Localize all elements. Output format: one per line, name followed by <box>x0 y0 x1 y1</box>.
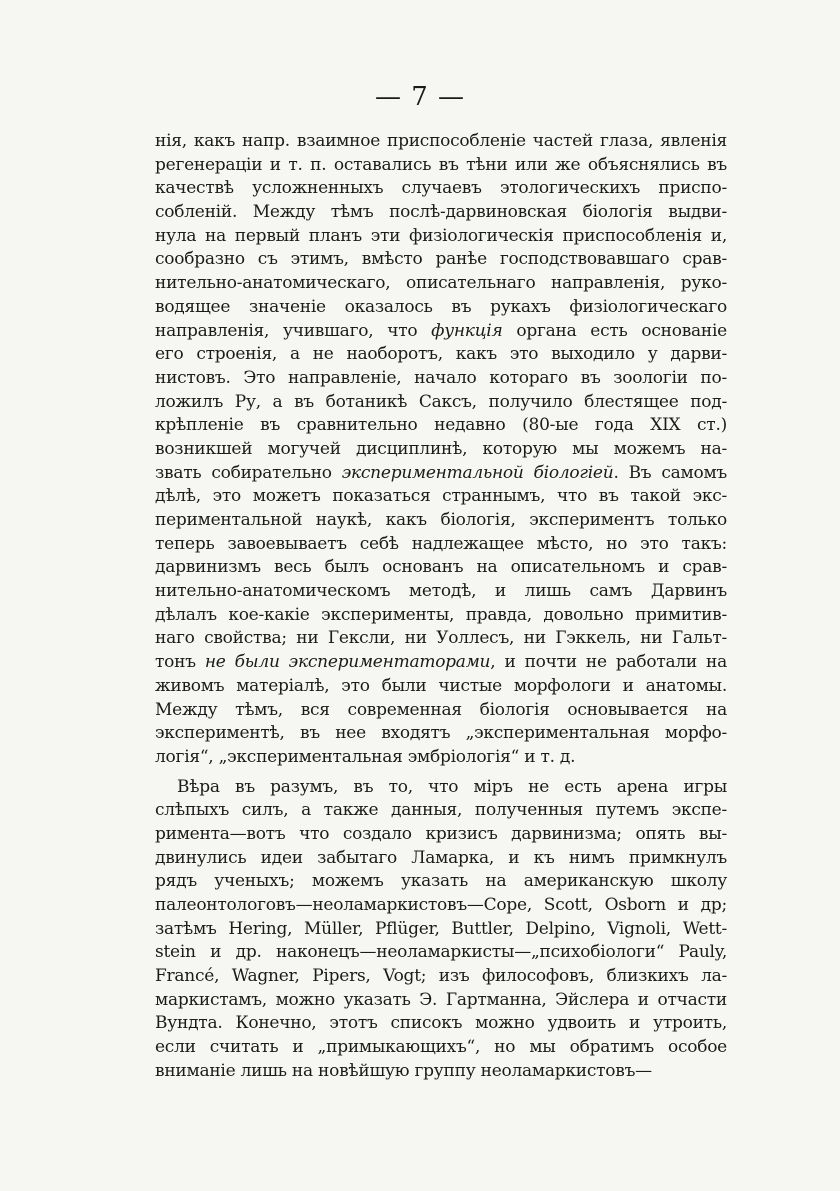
text-run: нула на первый планъ эти физіологическія приспособленія и, <box>155 225 727 246</box>
text-line <box>155 894 727 918</box>
text-run: , и почти не работали на <box>490 652 728 673</box>
text-line <box>155 154 727 178</box>
italic-emphasis: функція <box>431 320 503 341</box>
text-line <box>155 989 727 1013</box>
text-run: нительно-анатомическомъ методѣ, и лишь самъ Дарвинъ <box>155 581 727 602</box>
text-line <box>155 225 727 249</box>
text-line <box>155 918 727 942</box>
text-run: экспериментѣ, въ нее входятъ „экспериментальная морфо- <box>155 723 727 744</box>
text-line <box>155 391 727 415</box>
text-run: дарвинизмъ весь былъ основанъ на описательномъ и срав- <box>155 557 727 578</box>
italic-emphasis: экспериментальной біологіей <box>341 462 614 483</box>
text-run: рядъ ученыхъ; можемъ указать на американскую школу <box>155 871 727 892</box>
text-line <box>155 651 727 675</box>
text-run: периментальной наукѣ, какъ біологія, экспериментъ только <box>155 510 727 530</box>
text-run: возникшей могучей дисциплинѣ, которую мы можемъ на- <box>155 438 727 459</box>
text-run: нистовъ. Это направленіе, начало котораго въ зоологіи по- <box>155 367 727 388</box>
paragraph <box>155 776 727 1084</box>
text-line <box>155 556 727 580</box>
text-line <box>155 367 727 391</box>
text-line <box>155 130 727 154</box>
text-run: вниманіе лишь на новѣйшую группу неоламаркистовъ— <box>155 1060 652 1081</box>
text-line <box>155 296 727 320</box>
text-run: если считать и „примыкающихъ“, но мы обратимъ особое <box>155 1037 727 1058</box>
text-line <box>155 941 727 965</box>
text-run: маркистамъ, можно указать Э. Гартманна, Эйслера и отчасти <box>155 989 727 1010</box>
text-run: ложилъ Ру, а въ ботаникѣ Саксъ, получило блестящее под- <box>155 391 727 412</box>
text-run: сообразно съ этимъ, вмѣсто ранѣе господствовавшаго срав- <box>155 249 727 270</box>
text-run: двинулись идеи забытаго Ламарка, и къ нимъ примкнулъ <box>155 847 727 868</box>
text-line <box>155 438 727 462</box>
text-run: наго свойства; ни Гексли, ни Уоллесъ, ни Гэккель, ни Гальт- <box>155 628 727 649</box>
text-run: направленія, учившаго, что <box>155 320 432 341</box>
text-run: тонъ <box>155 652 205 673</box>
text-run: Вундта. Конечно, этотъ списокъ можно удвоить и утроить, <box>155 1013 727 1034</box>
text-run: Francé, Wagner, Pipers, Vogt; изъ философовъ, близкихъ ла- <box>155 966 727 987</box>
text-run: логія“, „экспериментальная эмбріологія“ и т. д. <box>155 746 576 767</box>
paragraph <box>155 130 727 770</box>
text-run: дѣлалъ кое-какіе эксперименты, правда, довольно примитив- <box>155 604 727 625</box>
text-line <box>155 248 727 272</box>
text-line <box>155 485 727 509</box>
text-run: нія, какъ напр. взаимное приспособленіе частей глаза, явленія <box>155 131 727 151</box>
text-line <box>155 533 727 557</box>
text-line <box>155 462 727 486</box>
text-run: водящее значеніе оказалось въ рукахъ физіологическаго <box>155 296 727 317</box>
text-line <box>155 847 727 871</box>
text-run: его строенія, а не наоборотъ, какъ это выходило у дарви- <box>155 344 727 365</box>
text-line <box>155 722 727 746</box>
text-run: теперь завоевываетъ себѣ надлежащее мѣсто, но это такъ: <box>155 533 727 554</box>
text-line <box>155 509 727 533</box>
text-line <box>155 627 727 651</box>
text-run: нительно-анатомическаго, описательнаго направленія, руко- <box>155 273 727 294</box>
text-line <box>155 1036 727 1060</box>
text-line <box>155 776 727 800</box>
text-line <box>155 320 727 344</box>
text-run: дѣлѣ, это можетъ показаться страннымъ, что въ такой экс- <box>155 486 727 507</box>
text-line <box>155 1060 727 1084</box>
text-run: Между тѣмъ, вся современная біологія основывается на <box>155 699 727 720</box>
text-line <box>155 201 727 225</box>
italic-emphasis: не были экспериментаторами <box>204 652 491 673</box>
text-line <box>155 675 727 699</box>
text-line <box>155 272 727 296</box>
text-run: крѣпленіе въ сравнительно недавно (80-ые года XIX ст.) <box>155 415 727 436</box>
text-line <box>155 414 727 438</box>
text-run: собленій. Между тѣмъ послѣ-дарвиновская біологія выдви- <box>155 202 727 223</box>
text-line <box>155 799 727 823</box>
text-run: . Въ самомъ <box>613 462 727 483</box>
text-run: римента—вотъ что создало кризисъ дарвинизма; опять вы- <box>155 823 727 844</box>
text-line <box>155 746 727 770</box>
text-line <box>155 580 727 604</box>
text-run: качествѣ усложненныхъ случаевъ этологическихъ приспо- <box>155 178 727 199</box>
text-run: живомъ матеріалѣ, это были чистые морфологи и анатомы. <box>155 675 727 696</box>
text-line <box>155 965 727 989</box>
text-line <box>155 699 727 723</box>
body-text <box>155 130 727 1084</box>
text-run: затѣмъ Hering, Müller, Pflüger, Buttler, Delpino, Vignoli, Wett- <box>155 918 727 939</box>
text-line <box>155 343 727 367</box>
text-run: stein и др. наконецъ—неоламаркисты—„психобіологи“ Pauly, <box>155 942 727 963</box>
text-line <box>155 604 727 628</box>
text-run: палеонтологовъ—неоламаркистовъ—Cope, Scott, Osborn и др; <box>155 895 727 915</box>
text-line <box>155 177 727 201</box>
text-run: регенераціи и т. п. оставались въ тѣни или же объяснялись въ <box>155 154 727 175</box>
text-line <box>155 1012 727 1036</box>
text-run: Вѣра въ разумъ, въ то, что міръ не есть арена игры <box>177 776 727 797</box>
text-run: органа есть основаніе <box>502 320 727 341</box>
page-number: — 7 — <box>374 82 466 112</box>
text-run: звать собирательно <box>155 462 342 483</box>
text-line <box>155 870 727 894</box>
text-run: слѣпыхъ силъ, а также данныя, полученныя путемъ экспе- <box>155 800 727 821</box>
text-line <box>155 823 727 847</box>
